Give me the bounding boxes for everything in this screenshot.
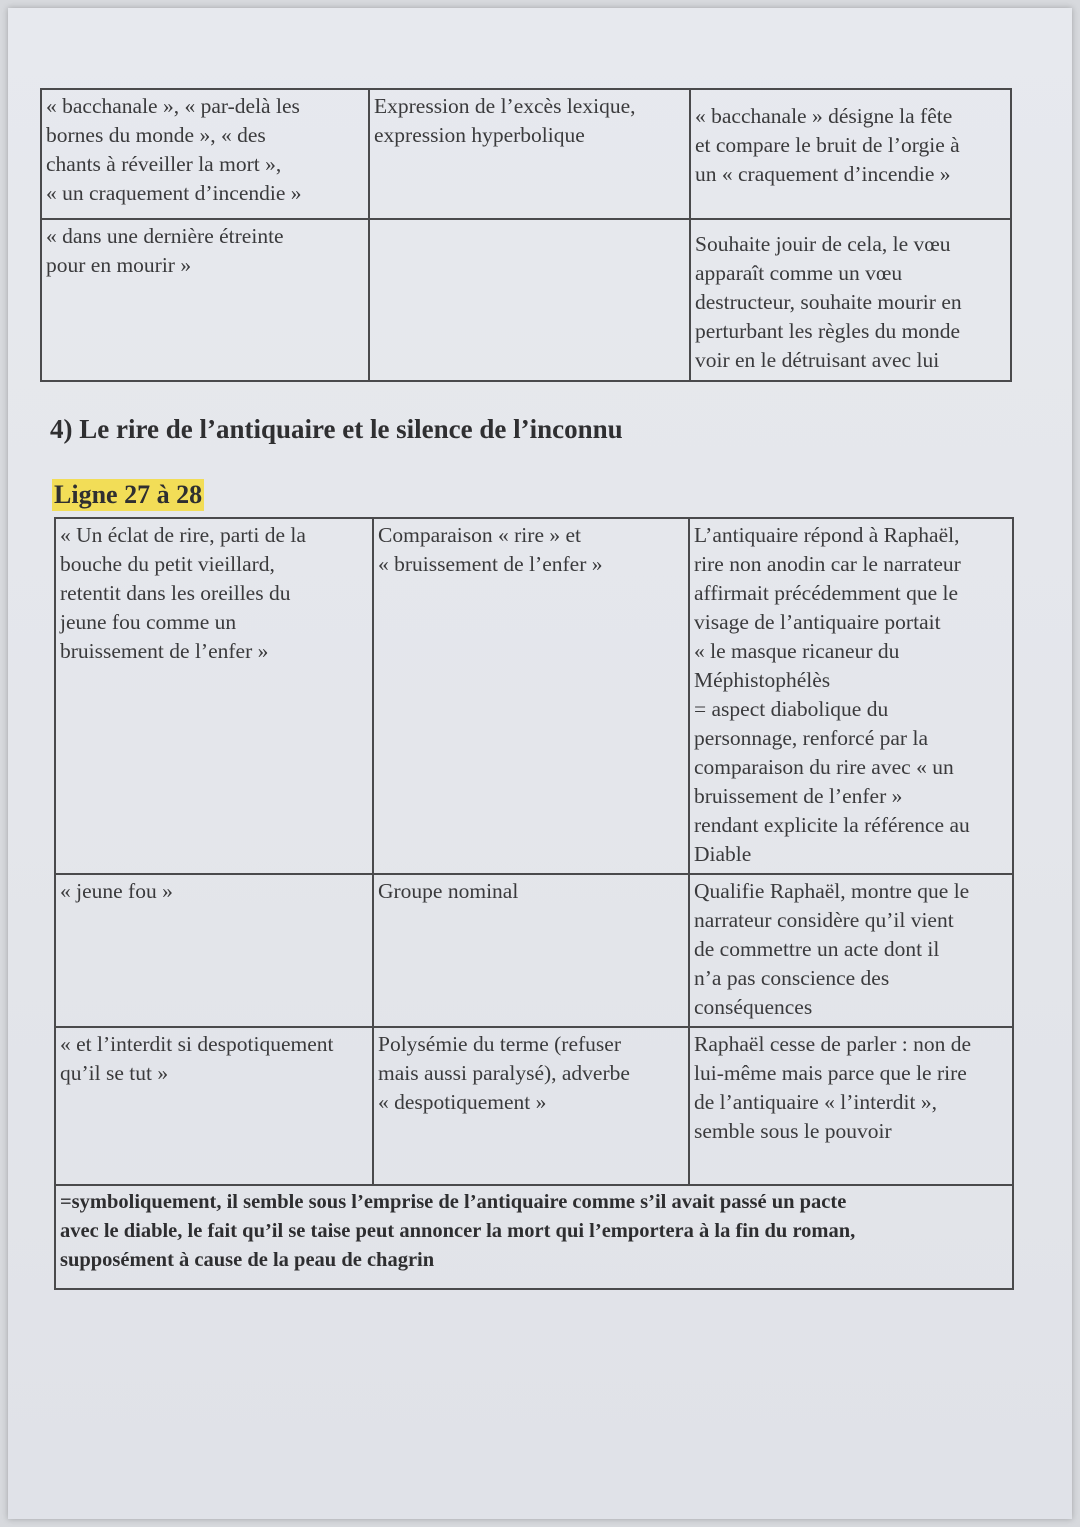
table-row (55, 518, 1013, 874)
interpretation-cell: Souhaite jouir de cela, le vœu apparaît comme un vœu destructeur, souhaite mourir en perturbant les règles du monde voir en le détruisant avec lui (690, 219, 1011, 381)
analysis-table-top (40, 88, 1012, 382)
quote-cell: « bacchanale », « par-delà les bornes du monde », « des chants à réveiller la mort », « un craquement d’incendie » (41, 89, 369, 219)
table-row (41, 89, 1011, 219)
interpretation-cell: Qualifie Raphaël, montre que le narrateur considère qu’il vient de commettre un acte dont il n’a pas conscience des conséquences (689, 874, 1013, 1027)
quote-cell: « dans une dernière étreinte pour en mourir » (41, 219, 369, 381)
procede-cell: Groupe nominal (373, 874, 689, 1027)
quote-cell: « et l’interdit si despotiquement qu’il se tut » (55, 1027, 373, 1185)
interpretation-cell: L’antiquaire répond à Raphaël, rire non anodin car le narrateur affirmait précédemment que le visage de l’antiquaire portait « le masque ricaneur du Méphistophélès = aspect diabolique du personnage, renforcé par la comparaison du rire avec « un bruissement de l’enfer » rendant explicite la référence au Diable (689, 518, 1013, 874)
interpretation-cell: Raphaël cesse de parler : non de lui-même mais parce que le rire de l’antiquaire « l’interdit », semble sous le pouvoir (689, 1027, 1013, 1185)
interpretation-cell: « bacchanale » désigne la fête et compare le bruit de l’orgie à un « craquement d’incendie » (690, 89, 1011, 219)
quote-cell: « Un éclat de rire, parti de la bouche du petit vieillard, retentit dans les oreilles du jeune fou comme un bruissement de l’enfer » (55, 518, 373, 874)
table-row (55, 874, 1013, 1027)
analysis-table-bottom (54, 517, 1014, 1290)
table-row (41, 219, 1011, 381)
summary-cell: =symboliquement, il semble sous l’emprise de l’antiquaire comme s’il avait passé un pacte avec le diable, le fait qu’il se taise peut annoncer la mort qui l’emportera à la fin du roman, supposément à cause de la peau de chagrin (55, 1185, 1013, 1289)
table-row (55, 1027, 1013, 1185)
procede-cell (369, 219, 690, 381)
quote-cell: « jeune fou » (55, 874, 373, 1027)
procede-cell: Polysémie du terme (refuser mais aussi paralysé), adverbe « despotiquement » (373, 1027, 689, 1185)
procede-cell: Expression de l’excès lexique, expression hyperbolique (369, 89, 690, 219)
section-title: 4) Le rire de l’antiquaire et le silence de l’inconnu (50, 414, 623, 444)
procede-cell: Comparaison « rire » et « bruissement de l’enfer » (373, 518, 689, 874)
document-page (8, 8, 1072, 1519)
summary-row (55, 1185, 1013, 1289)
line-reference: Ligne 27 à 28 (54, 480, 203, 509)
